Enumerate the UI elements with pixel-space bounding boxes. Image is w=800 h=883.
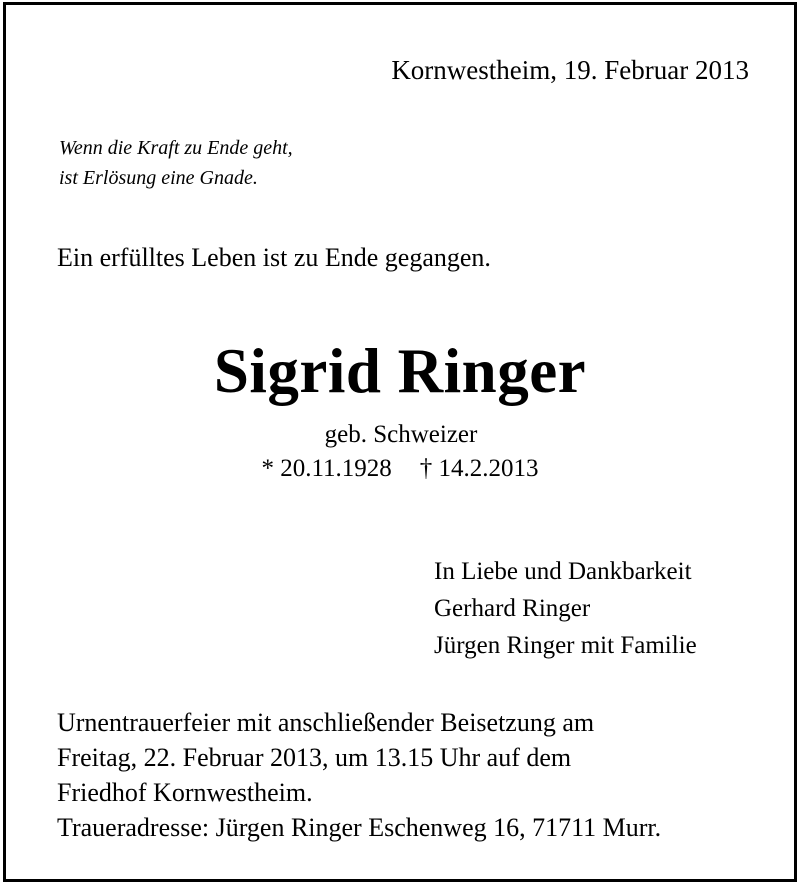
notice-line: Traueradresse: Jürgen Ringer Eschenweg 16, 71711 Murr. bbox=[57, 813, 662, 842]
notice-line: Freitag, 22. Februar 2013, um 13.15 Uhr auf dem bbox=[57, 743, 572, 772]
notice-line: Friedhof Kornwestheim. bbox=[57, 778, 313, 807]
motto-line: Wenn die Kraft zu Ende geht, bbox=[59, 137, 293, 159]
birth-date: * 20.11.1928 bbox=[261, 455, 392, 482]
death-date: † 14.2.2013 bbox=[419, 455, 539, 482]
motto-line: ist Erlösung eine Gnade. bbox=[59, 167, 258, 189]
mourner-line: In Liebe und Dankbarkeit bbox=[434, 558, 692, 585]
mourner-line: Jürgen Ringer mit Familie bbox=[434, 632, 697, 659]
notice-line: Urnentrauerfeier mit anschließender Beisetzung am bbox=[57, 708, 595, 737]
obituary-frame bbox=[3, 2, 797, 882]
deceased-name: Sigrid Ringer bbox=[213, 336, 587, 406]
life-dates bbox=[6, 455, 794, 483]
motto bbox=[59, 133, 293, 193]
mourners bbox=[434, 553, 697, 664]
funeral-notice bbox=[57, 705, 661, 845]
birth-name: geb. Schweizer bbox=[324, 421, 478, 448]
mourner-line: Gerhard Ringer bbox=[434, 595, 591, 622]
intro-text: Ein erfülltes Leben ist zu Ende gegangen. bbox=[57, 243, 491, 272]
place-date: Kornwestheim, 19. Februar 2013 bbox=[391, 55, 749, 85]
